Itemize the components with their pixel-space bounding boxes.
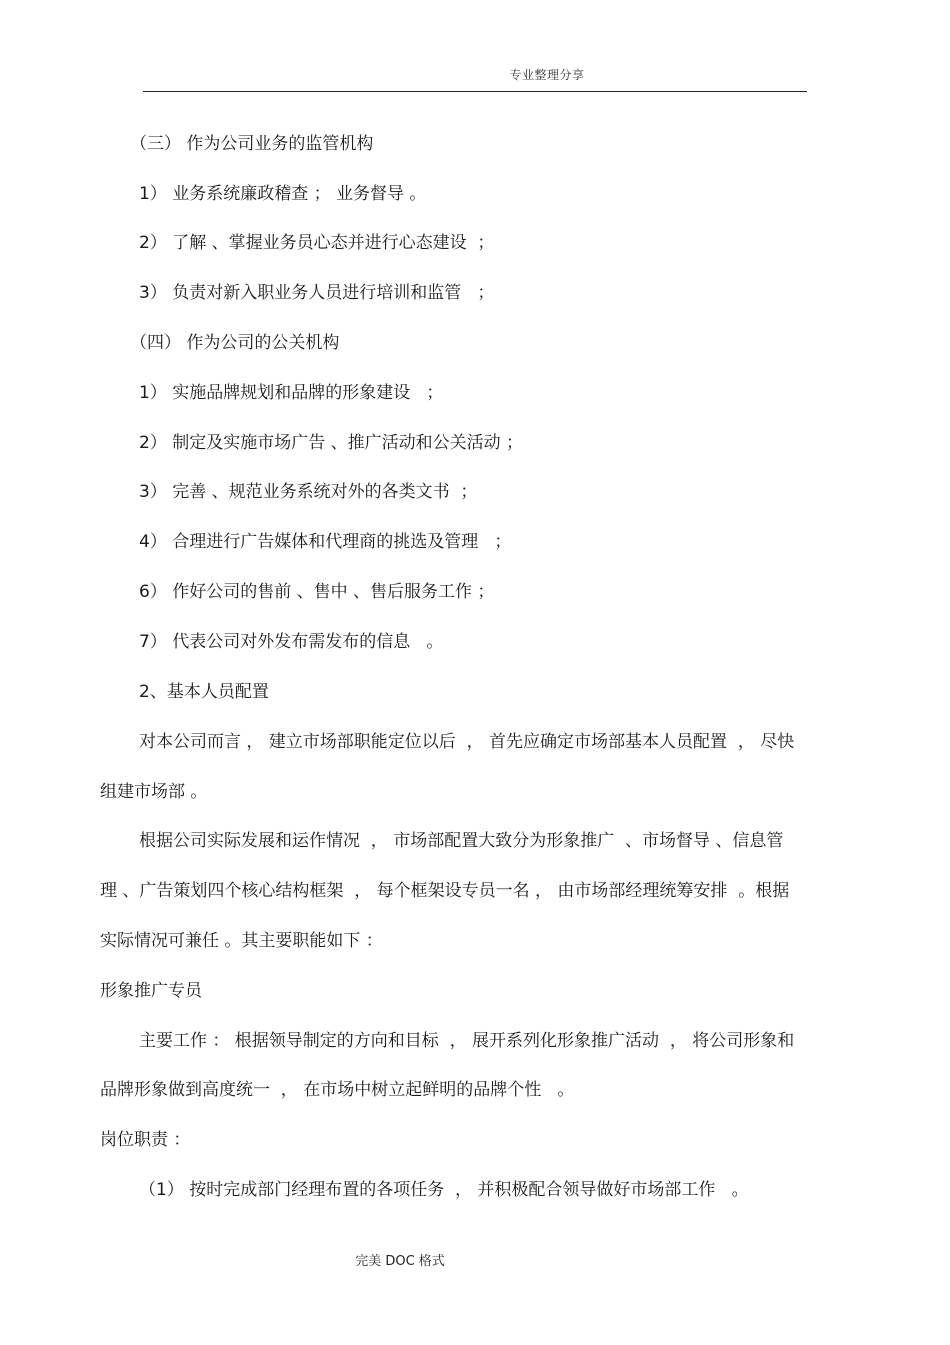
list-item: 6） 作好公司的售前 、售中 、售后服务工作 ；	[139, 582, 495, 602]
paragraph-line: 品牌形象做到高度统一 ， 在市场中树立起鲜明的品牌个性 。	[100, 1080, 575, 1100]
paragraph-line: 主要工作 ： 根据领导制定的方向和目标 ， 展开系列化形象推广活动 ， 将公司形象和	[139, 1031, 795, 1051]
list-item: 1） 业务系统廉政稽查 ； 业务督导 。	[139, 184, 427, 204]
page-header	[0, 66, 950, 83]
paragraph-line: 理 、广告策划四个核心结构框架 ， 每个框架设专员一名 ， 由市场部经理统筹安排 。根据	[100, 881, 790, 901]
paragraph-line: 对本公司而言 ， 建立市场部职能定位以后 ， 首先应确定市场部基本人员配置 ， 尽快	[139, 732, 795, 752]
paragraph-line: 实际情况可兼任 。其主要职能如下 ：	[100, 931, 383, 951]
header-rule	[143, 91, 807, 92]
list-item: 2） 制定及实施市场广告 、推广活动和公关活动 ；	[139, 433, 524, 453]
section-heading-staffing: 2、基本人员配置	[139, 682, 269, 702]
paragraph-line: 根据公司实际发展和运作情况 ， 市场部配置大致分为形象推广 、市场督导 、信息管	[139, 831, 784, 851]
list-item: 7） 代表公司对外发布需发布的信息 。	[139, 632, 444, 652]
section-heading-3: （三） 作为公司业务的监管机构	[130, 134, 374, 154]
list-item: （1） 按时完成部门经理布置的各项任务 ， 并积极配合领导做好市场部工作 。	[139, 1180, 749, 1200]
paragraph-line: 组建市场部 。	[100, 782, 208, 802]
duties-heading: 岗位职责 ：	[100, 1130, 191, 1150]
list-item: 2） 了解 、掌握业务员心态并进行心态建设 ；	[139, 233, 495, 253]
list-item: 3） 负责对新入职业务人员进行培训和监管 ；	[139, 283, 495, 303]
section-heading-4: （四） 作为公司的公关机构	[130, 333, 340, 353]
list-item: 4） 合理进行广告媒体和代理商的挑选及管理 ；	[139, 532, 512, 552]
list-item: 3） 完善 、规范业务系统对外的各类文书 ；	[139, 482, 478, 502]
header-text: 专业整理分享	[509, 68, 585, 82]
page-footer: 完美 DOC 格式	[355, 1254, 445, 1269]
list-item: 1） 实施品牌规划和品牌的形象建设 ；	[139, 383, 444, 403]
role-title: 形象推广专员	[100, 981, 202, 1001]
